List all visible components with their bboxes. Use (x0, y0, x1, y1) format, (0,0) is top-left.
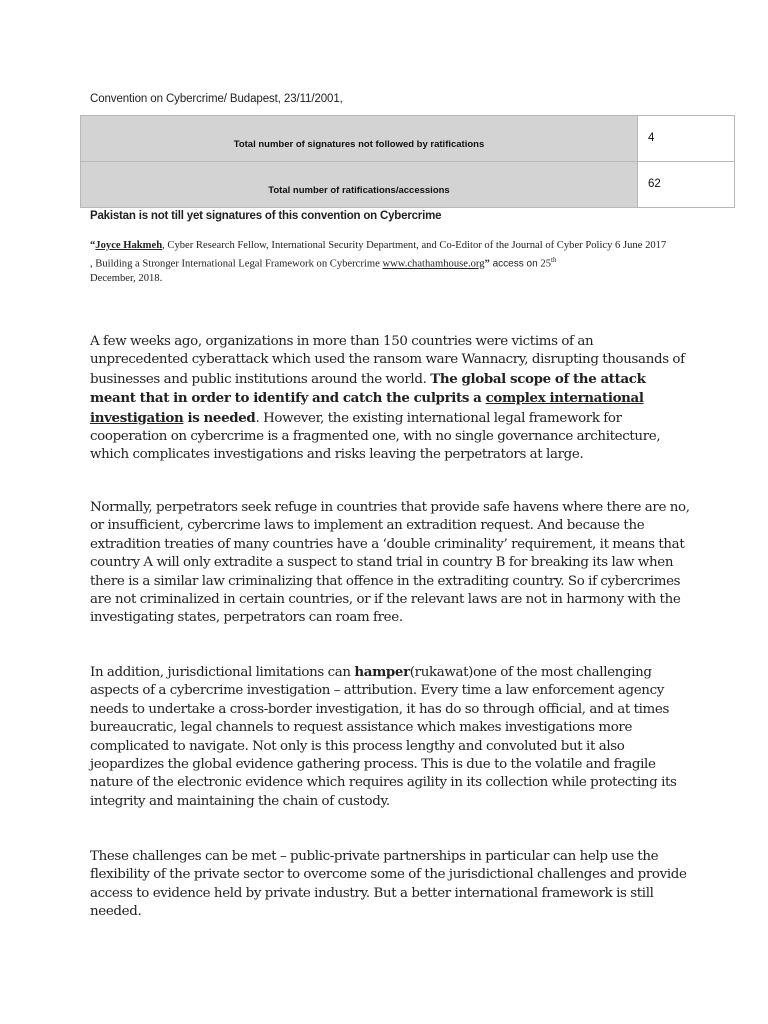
paragraph-2: Normally, perpetrators seek refuge in countries that provide safe havens where there are no, or insufficient, cybercrime laws to implement an extradition request. And because the extradition treaties of many countries have a ‘double criminality’ requirement, it means that country A will only extradite a suspect to stand trial in country B for breaking its law when there is a similar law criminalizing that offence in the extraditing country. So if cybercrimes are not criminalized in certain countries, or if the relevant laws are not in harmony with the investigating states, perpetrators can roam free. (90, 500, 690, 626)
table-row (81, 116, 735, 162)
paragraph-emphasis-underlined: complex international investigation (90, 390, 644, 426)
table-cell-label: Total number of signatures not followed by ratifications (81, 116, 638, 162)
paragraph-text: A few weeks ago, organizations in more than 150 countries were victims of an unprecedented cyberattack which used the ransom ware Wannacry, disrupting thousands of businesses and public institutions around the world. (90, 334, 685, 387)
citation-text: , Cyber Research Fellow, International Security Department, and Co-Editor of the Journal of Cyber Policy 6 June 2017 , Building a Stronger International Legal Framework on Cybercrime (90, 240, 667, 270)
paragraph-emphasis: The global scope of the attack meant that in order to identify and catch the culprits a (90, 370, 646, 407)
paragraph-4: These challenges can be met – public-private partnerships in particular can help use the flexibility of the private sector to overcome some of the jurisdictional challenges and provide access to evidence held by private industry. But a better international framework is still needed. (90, 849, 687, 920)
table-cell-value: 4 (638, 116, 735, 162)
table-cell-label: Total number of ratifications/accessions (81, 162, 638, 208)
paragraph-text: In addition, jurisdictional limitations can (90, 665, 355, 680)
paragraph-emphasis: hamper (354, 664, 410, 680)
pakistan-note: Pakistan is not till yet signatures of this convention on Cybercrime (90, 210, 442, 222)
convention-heading: Convention on Cybercrime/ Budapest, 23/11/2001, (90, 93, 343, 105)
citation-day-suffix: th (551, 256, 557, 264)
table-row (81, 162, 735, 208)
citation-date: December, 2018. (90, 272, 163, 284)
table-cell-value: 62 (638, 162, 735, 208)
ratification-stats-table (80, 115, 735, 208)
citation-access-label: access on (489, 258, 541, 270)
citation-close-quote: ” (484, 258, 490, 270)
paragraph-emphasis: is needed (183, 409, 256, 426)
citation-author-link[interactable]: Joyce Hakmeh (95, 240, 163, 251)
citation-day: 25 (540, 258, 552, 270)
citation-open-quote: “ (90, 240, 96, 251)
paragraph-text: (rukawat)one of the most challenging aspects of a cybercrime investigation – attribution. Every time a law enforcement agency needs to undertake a cross-border investigation, it has do so through official, and at times bureaucratic, legal channels to request assistance which makes investigations more complicated to navigate. Not only is this process lengthy and convoluted but it also jeopardizes the global evidence gathering process. This is due to the volatile and fragile nature of the electronic evidence which requires agility in its collection while protecting its integrity and maintaining the chain of custody. (90, 665, 677, 809)
citation-url-link[interactable]: www.chathamhouse.org (382, 258, 485, 270)
citation (90, 239, 670, 286)
paragraph-text: . However, the existing international legal framework for cooperation on cybercrime is a fragmented one, with no single governance architecture, which complicates investigations and risks leaving the perpetrators at large. (90, 410, 661, 463)
paragraph-1 (90, 333, 690, 465)
paragraph-3 (90, 663, 690, 811)
